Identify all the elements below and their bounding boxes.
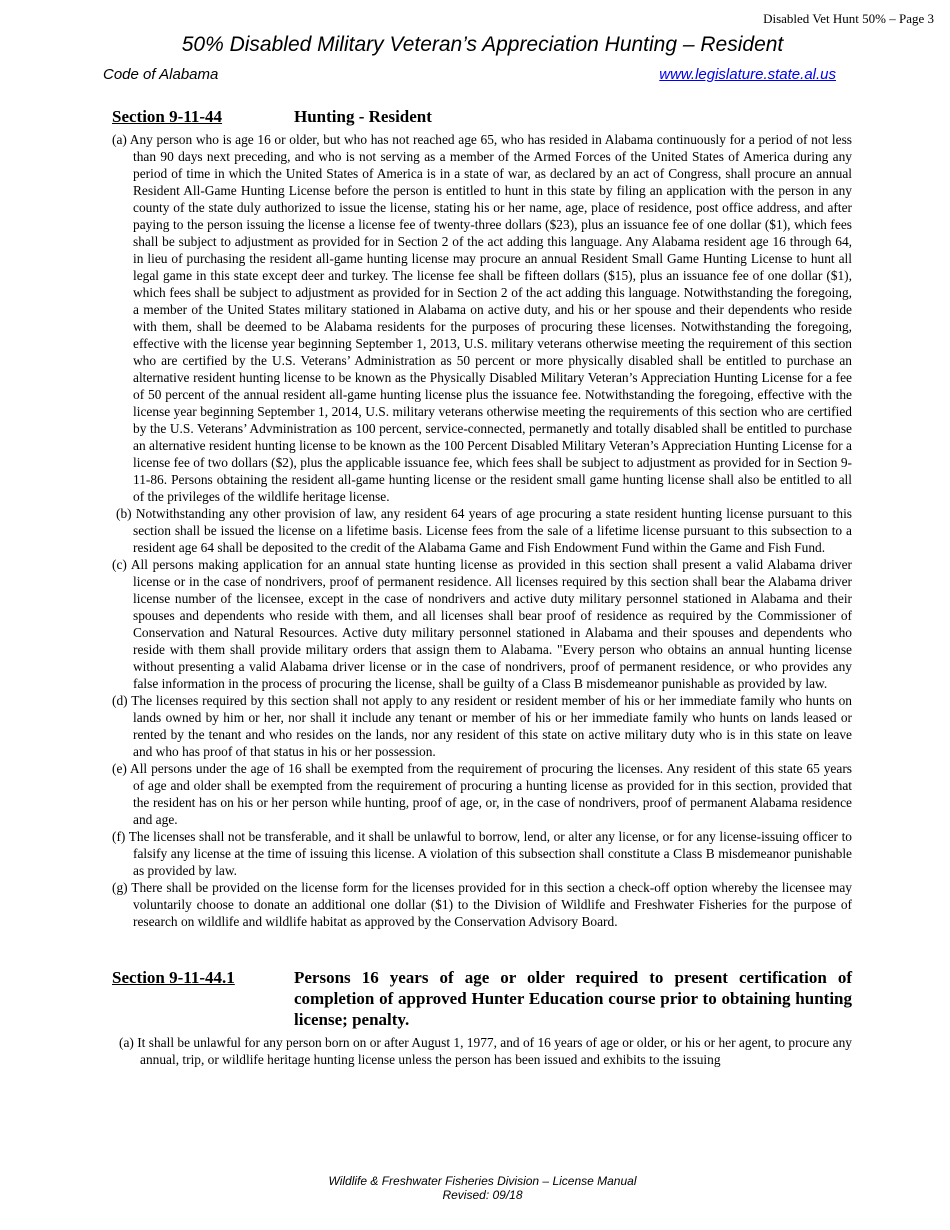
section-number: Section 9-11-44 <box>112 107 223 126</box>
page-number-label: Disabled Vet Hunt 50% – Page 3 <box>763 11 934 26</box>
footer-revised-date: Revised: 09/18 <box>442 1188 523 1202</box>
paragraph-g: (g) There shall be provided on the license form for the licenses provided for in this section a check-off option whereby the licensee may voluntarily choose to donate an additional one dollar ($1) to the Division of Wildlife and Freshwater Fisheries for the purpose of research on wildlife and wildlife habitat as approved by the Conservation Advisory Board. <box>112 880 852 929</box>
paragraph-a: (a) It shall be unlawful for any person born on or after August 1, 1977, and of 16 years of age or older, or his or her agent, to procure any annual, trip, or wildlife heritage hunting license unless the person has been issued and exhibits to the issuing <box>119 1035 852 1067</box>
section-heading <box>112 967 852 1030</box>
section-title: Persons 16 years of age or older required to present certification of completion of approved Hunter Education course prior to obtaining hunting license; penalty. <box>294 968 852 1029</box>
document-body <box>112 106 852 1068</box>
paragraph-a: (a) Any person who is age 16 or older, but who has not reached age 65, who has resided in Alabama continuously for a period of not less than 90 days next preceding, and who is not serving as a member of the Armed Forces of the United States of America during any period of time in which the United States of America is in a state of war, as declared by an act of Congress, shall procure an annual Resident All-Game Hunting License before the person is entitled to hunt in this state by filing an application with the person in any county of the state duly authorized to issue the license, stating his or her name, age, place of residence, post office address, and after paying to the person issuing the license a license fee of twenty-three dollars ($23), plus an issuance fee of one dollar ($1), which fees shall be subject to adjustment as provided for in Section 2 of the act adding this language. Any Alabama resident age 16 through 64, in lieu of purchasing the resident all-game hunting license may procure an annual Resident Small Game Hunting License to hunt all legal game in this state except deer and turkey. The license fee shall be fifteen dollars ($15), plus an issuance fee of one dollar ($1), which fees shall be subject to adjustment as provided for in Section 2 of the act adding this language. Notwithstanding the foregoing, a member of the United States military stationed in Alabama on active duty, and his or her spouse and their dependents who reside with them, shall be deemed to be Alabama residents for the purposes of procuring these licenses. Notwithstanding the foregoing, effective with the license year beginning September 1, 2013, U.S. military veterans otherwise meeting the requirement of this section who are certified by the U.S. Veterans’ Administration as 50 percent or more physically disabled shall be entitled to purchase an alternative resident hunting license to be known as the Physically Disabled Military Veteran’s Appreciation Hunting License for a fee of 50 percent of the annual resident all-game hunting license plus the issuance fee. Notwithstanding the foregoing, effective with the license year beginning September 1, 2014, U.S. military veterans otherwise meeting the requirements of this section who are certified by the U.S. Veterans’ Advministration as 100 percent, service-connected, permanetly and totally disabled shall be entitled to purchase an alternative resident hunting license to be known as the 100 Percent Disabled Military Veteran’s Appreciation Hunting License for a license fee of two dollars ($2), plus the applicable issuance fee, which fees shall be subject to adjustment as provided for in Section 9-11-86. Persons obtaining the resident all-game hunting license or the resident small game hunting license shall also be entitled to all of the privileges of the wildlife heritage license. <box>112 132 852 504</box>
page-footer <box>0 1174 950 1202</box>
section-heading <box>112 106 852 127</box>
section-spacer <box>112 930 852 967</box>
section-number: Section 9-11-44.1 <box>112 968 235 987</box>
section-title: Hunting - Resident <box>294 107 432 126</box>
paragraph-b: (b) Notwithstanding any other provision of law, any resident 64 years of age procuring a state resident hunting license pursuant to this section shall be issued the license on a lifetime basis. License fees from the sale of a lifetime license pursuant to this subsection to a resident age 64 shall be deposited to the credit of the Alabama Game and Fish Endowment Fund within the Game and Fish Fund. <box>116 506 852 555</box>
code-of-alabama-label: Code of Alabama <box>103 66 219 83</box>
paragraph-d: (d) The licenses required by this section shall not apply to any resident or resident member of his or her immediate family who hunts on lands owned by him or her, nor shall it include any tenant or member of his or her immediate family who hunts on lands leased or rented by the tenant and who resides on the lands, nor any resident of this state on active military duty who is in this state on leave and who has proof of that status in his or her possession. <box>112 693 852 759</box>
paragraph-e: (e) All persons under the age of 16 shall be exempted from the requirement of procuring the licenses. Any resident of this state 65 years of age and older shall be exempted from the requirement of procuring a hunting license as provided for in this section, provided that the resident has on his or her person while hunting, proof of age, or, in the case of nondrivers, proof of permanent Alabama residence and age. <box>112 761 852 827</box>
paragraph-c: (c) All persons making application for an annual state hunting license as provided in this section shall present a valid Alabama driver license or in the case of nondrivers, proof of permanent residence. All licenses required by this section shall bear the Alabama driver license number of the licensee, except in the case of nondrivers and active duty military personnel stationed in Alabama and their spouses and dependents who reside with them, and all licenses shall bear proof of residence as required by the Commissioner of Conservation and Natural Resources. Active duty military personnel stationed in Alabama and their spouses and dependents who reside with them shall provide military orders that assign them to Alabama. "Every person who obtains an annual hunting license without presenting a valid Alabama driver license or in the case of nondrivers, proof of permanent residence, or who provides any false information in the process of procuring the license, shall be guilty of a Class B misdemeanor punishable as provided by law. <box>112 557 852 691</box>
footer-manual-title: Wildlife & Freshwater Fisheries Division – License Manual <box>328 1174 637 1188</box>
legislature-website-link[interactable]: www.legislature.state.al.us <box>659 66 836 83</box>
paragraph-f: (f) The licenses shall not be transferable, and it shall be unlawful to borrow, lend, or alter any license, or for any license-issuing officer to falsify any license at the time of issuing this license. A violation of this subsection shall constitute a Class B misdemeanor punishable as provided by law. <box>112 829 852 878</box>
document-title: 50% Disabled Military Veteran’s Appreciation Hunting – Resident <box>181 33 784 56</box>
